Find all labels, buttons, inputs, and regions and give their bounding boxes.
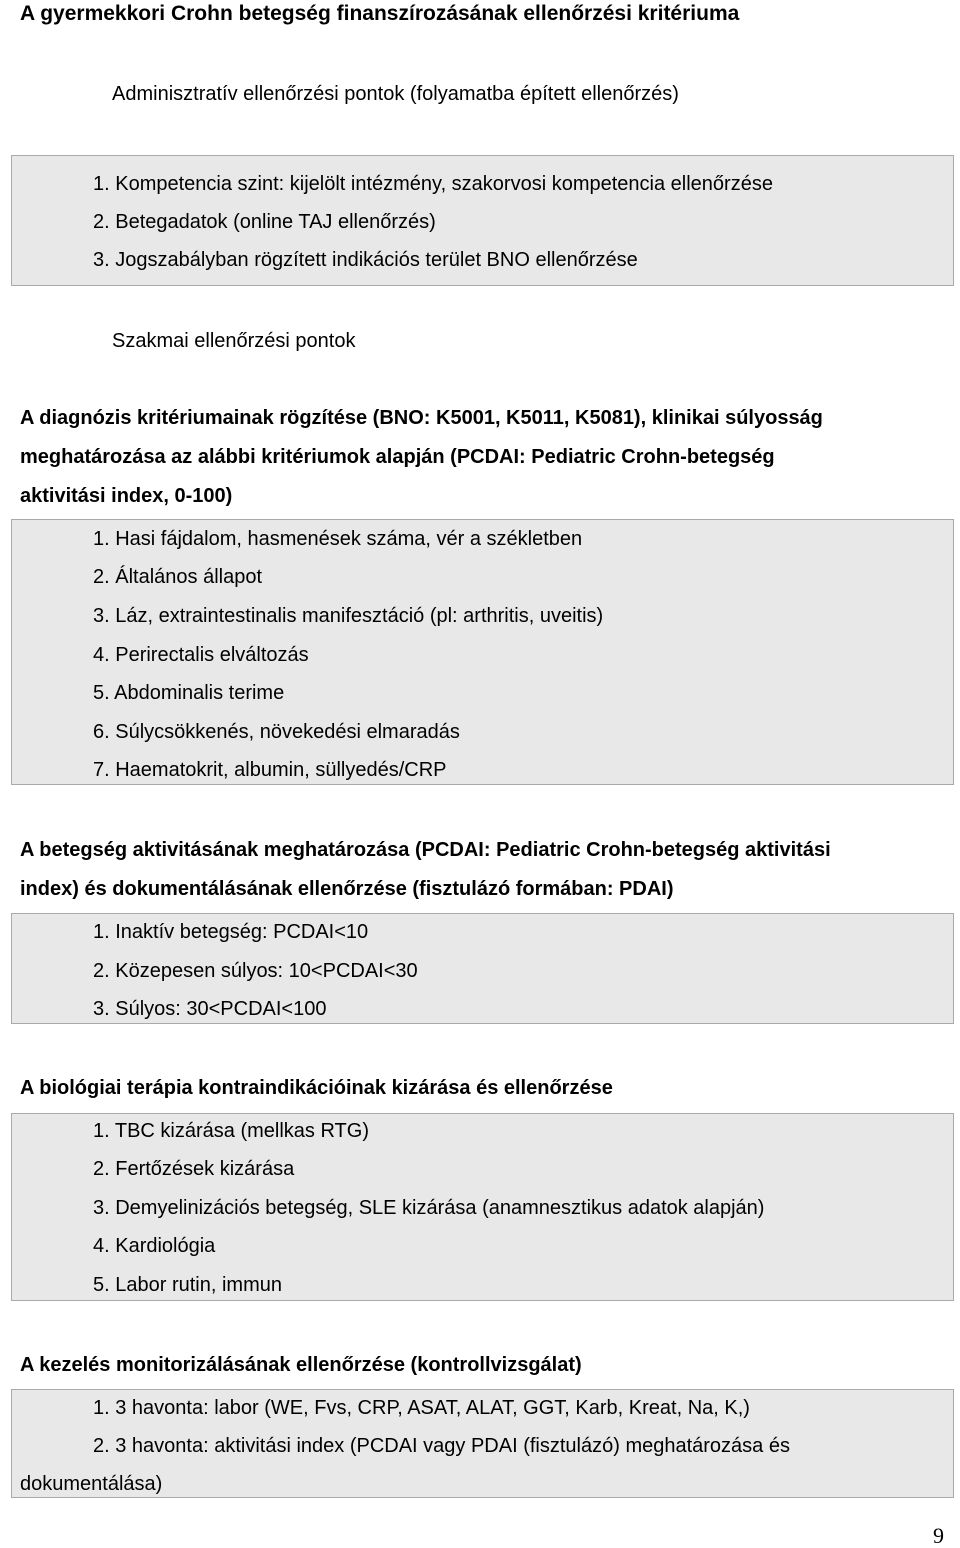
diagnosis-text-line: aktivitási index, 0-100) <box>20 485 233 507</box>
activity-item: 2. Közepesen súlyos: 10<PCDAI<30 <box>93 960 418 982</box>
biologic-contraindications-box <box>11 1113 954 1301</box>
diagnosis-criteria-box <box>11 519 954 785</box>
activity-item: 1. Inaktív betegség: PCDAI<10 <box>93 921 369 943</box>
professional-heading: Szakmai ellenőrzési pontok <box>112 330 356 352</box>
criteria-item: 6. Súlycsökkenés, növekedési elmaradás <box>93 721 460 743</box>
criteria-item: 3. Láz, extraintestinalis manifesztáció (pl: arthritis, uveitis) <box>93 605 604 627</box>
contraindication-item: 2. Fertőzések kizárása <box>93 1158 295 1180</box>
page-title: A gyermekkori Crohn betegség finanszírozásának ellenőrzési kritériuma <box>20 2 740 25</box>
biologic-text-line: A biológiai terápia kontraindikációinak kizárása és ellenőrzése <box>20 1077 613 1099</box>
admin-checklist-box <box>11 155 954 286</box>
contraindication-item: 4. Kardiológia <box>93 1235 216 1257</box>
diagnosis-text-line: meghatározása az alábbi kritériumok alapján (PCDAI: Pediatric Crohn-betegség <box>20 446 775 468</box>
criteria-item: 1. Hasi fájdalom, hasmenések száma, vér a székletben <box>93 528 583 550</box>
contraindication-item: 3. Demyelinizációs betegség, SLE kizárása (anamnesztikus adatok alapján) <box>93 1197 765 1219</box>
admin-item: 3. Jogszabályban rögzített indikációs terület BNO ellenőrzése <box>93 249 638 271</box>
admin-heading: Adminisztratív ellenőrzési pontok (folyamatba épített ellenőrzés) <box>112 83 679 105</box>
page-number: 9 <box>933 1523 944 1548</box>
monitoring-text-line: A kezelés monitorizálásának ellenőrzése (kontrollvizsgálat) <box>20 1354 582 1376</box>
monitoring-box <box>11 1389 954 1498</box>
contraindication-item: 1. TBC kizárása (mellkas RTG) <box>93 1120 369 1142</box>
admin-item: 1. Kompetencia szint: kijelölt intézmény, szakorvosi kompetencia ellenőrzése <box>93 173 773 195</box>
activity-item: 3. Súlyos: 30<PCDAI<100 <box>93 998 327 1020</box>
monitoring-item: 2. 3 havonta: aktivitási index (PCDAI vagy PDAI (fisztulázó) meghatározása és <box>93 1435 790 1457</box>
contraindication-item: 5. Labor rutin, immun <box>93 1274 282 1296</box>
criteria-item: 7. Haematokrit, albumin, süllyedés/CRP <box>93 759 447 781</box>
activity-text-line: A betegség aktivitásának meghatározása (PCDAI: Pediatric Crohn-betegség aktivitási <box>20 839 831 861</box>
criteria-item: 4. Perirectalis elváltozás <box>93 644 309 666</box>
activity-text-line: index) és dokumentálásának ellenőrzése (fisztulázó formában: PDAI) <box>20 878 674 900</box>
criteria-item: 2. Általános állapot <box>93 566 263 588</box>
monitoring-continuation: dokumentálása) <box>20 1473 163 1495</box>
diagnosis-text-line: A diagnózis kritériumainak rögzítése (BNO: K5001, K5011, K5081), klinikai súlyosság <box>20 407 823 429</box>
activity-levels-box <box>11 913 954 1024</box>
admin-item: 2. Betegadatok (online TAJ ellenőrzés) <box>93 211 436 233</box>
monitoring-item: 1. 3 havonta: labor (WE, Fvs, CRP, ASAT, ALAT, GGT, Karb, Kreat, Na, K,) <box>93 1397 750 1419</box>
criteria-item: 5. Abdominalis terime <box>93 682 285 704</box>
